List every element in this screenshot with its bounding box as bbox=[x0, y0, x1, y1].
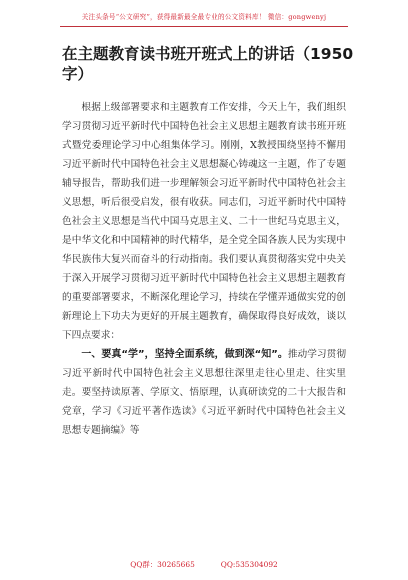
document-body bbox=[62, 98, 346, 440]
header-banner: 关注头条号“公文研究”，获得最新最全最专业的公文资料库！ 微信：gongwenyj bbox=[81, 13, 327, 21]
section-text: 推动学习贯彻习近平新时代中国特色社会主义思想往深里走往心里走、往实里走。要坚持读原著、学原文、悟原理，认真研读党的二十大报告和党章，学习《习近平著作选读》《习近平新时代中国特色社会主义思想专题摘编》等 bbox=[62, 349, 347, 436]
footer-qq-group: QQ群：30265665 bbox=[130, 560, 195, 569]
body-paragraph: 根据上级部署要求和主题教育工作安排，今天上午，我们组织学习贯彻习近平新时代中国特色社会主义思想主题教育读书班开班式暨党委理论学习中心组集体学习。刚刚，X教授围绕坚持不懈用习近平新时代中国特色社会主义思想凝心铸魂这一主题，作了专题辅导报告，帮助我们进一步理解领会习近平新时代中国特色社会主义思想，听后很受启发，很有收获。同志们，习近平新时代中国特色社会主义思想是当代中国马克思主义、二十一世纪马克思主义，是中华文化和中国精神的时代精华，是全党全国各族人民为实现中华民族伟大复兴而奋斗的行动指南。我们要认真贯彻落实党中央关于深入开展学习贯彻习近平新时代中国特色社会主义思想主题教育的重要部署要求，不断深化理论学习，持续在学懂弄通做实党的创新理论上下功夫为更好的开展主题教育，确保取得良好成效，谈以下四点要求： bbox=[62, 102, 346, 341]
document-title: 在主题教育读书班开班式上的讲话（1950字） bbox=[62, 45, 354, 83]
section-heading: 一、要真“学”，坚持全面系统，做到深“知”。 bbox=[81, 349, 288, 360]
header-divider bbox=[60, 26, 348, 27]
footer-qq: QQ:535304092 bbox=[220, 560, 278, 569]
body-paragraph-item-1 bbox=[62, 345, 346, 440]
footer-contact bbox=[0, 559, 408, 570]
